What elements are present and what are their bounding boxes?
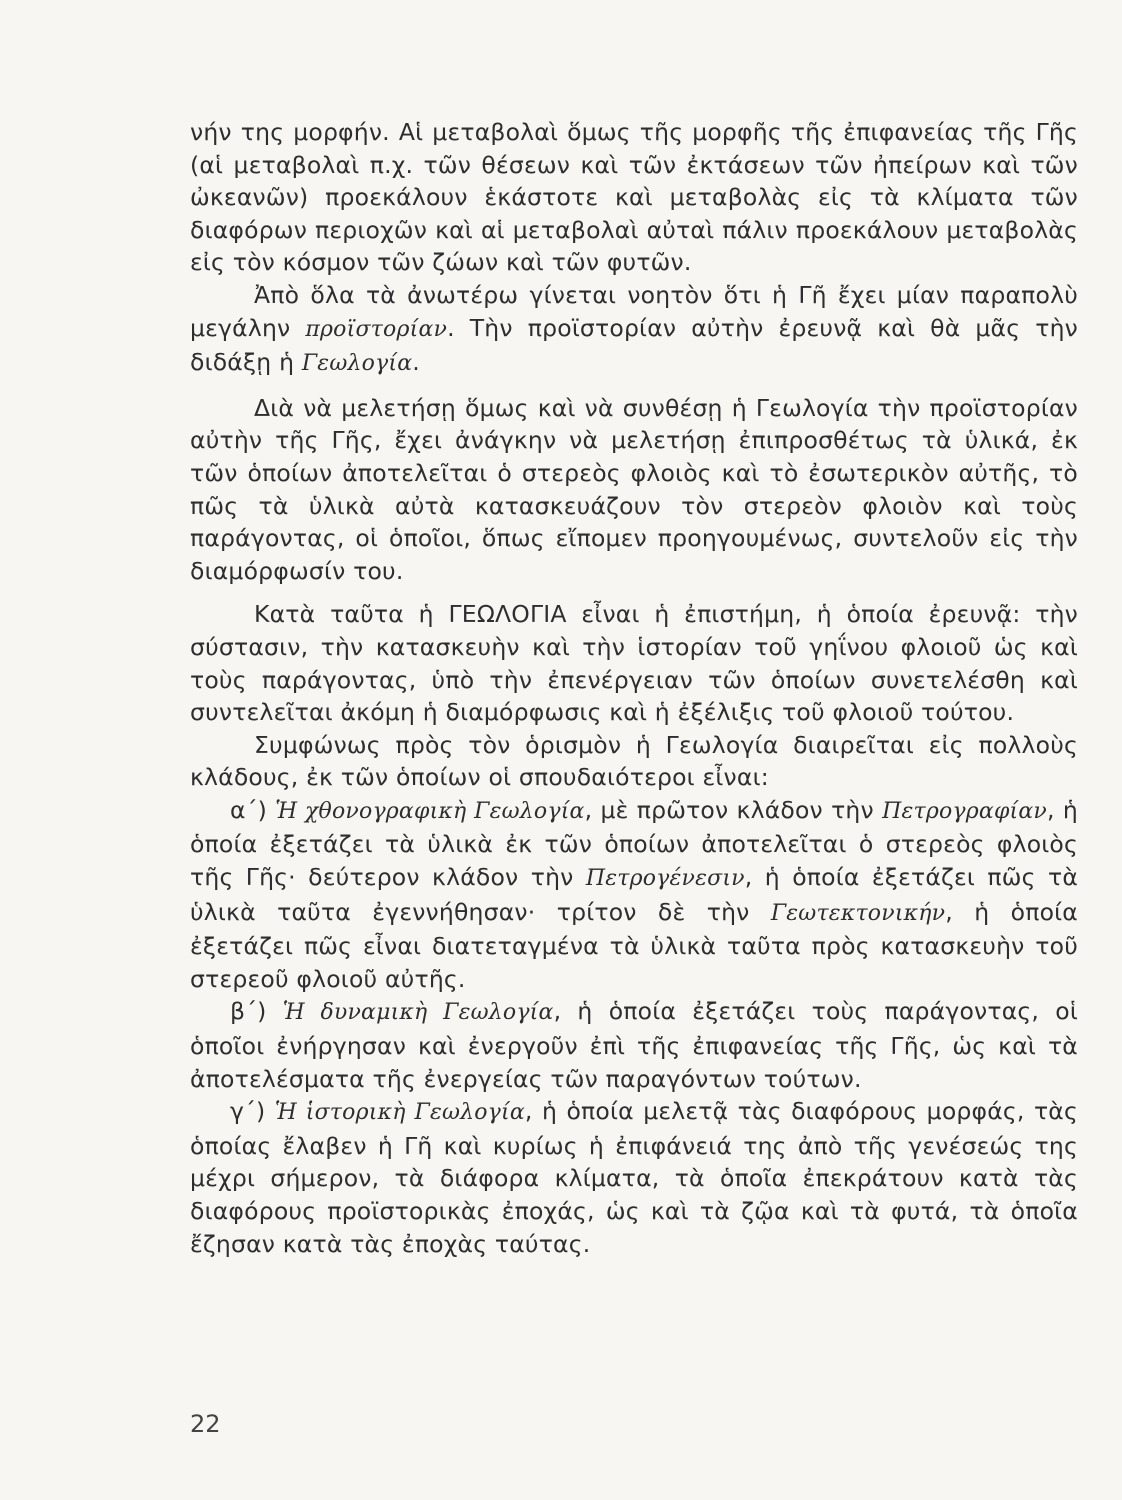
text-run: , μὲ πρῶτον κλάδον τὴν: [584, 795, 883, 824]
paragraph-prehistory: [190, 279, 1078, 381]
text-run: , ἡ ὁποία ἐξετάζει τὰ ὑλικὰ ἐκ τῶν ὁποίων ἀποτελεῖται ὁ στερεὸς φλοιὸς τῆς Γῆς· δεύτερον κλάδον τὴν: [190, 795, 1078, 892]
text-run: .: [412, 348, 420, 377]
text-run: α΄): [230, 795, 276, 824]
text-run: Κατὰ ταῦτα ἡ ΓΕΩΛΟΓΙΑ εἶναι ἡ ἐπιστήμη, ἡ ὁποία ἐρευνᾷ: τὴν σύστασιν, τὴν κατασκευὴν καὶ τὴν ἱστορίαν τοῦ γηΐνου φλοιοῦ ὡς καὶ τοὺς παράγοντας, ὑπὸ τὴν ἐπενέργειαν τῶν ὁποίων συνετελέσθη καὶ συντελεῖται ἀκόμη ἡ διαμόρφωσις καὶ ἡ ἐξέλιξις τοῦ φλοιοῦ τούτου.: [190, 600, 1078, 727]
italic-term: Γεωλογία: [301, 351, 413, 377]
italic-term: Γεωτεκτονικήν: [770, 900, 946, 926]
list-item-dynamic-geology: [190, 995, 1078, 1095]
text-run: , ἡ ὁποία ἐξετάζει πῶς τὰ ὑλικὰ ταῦτα ἐγεννήθησαν· τρίτον δὲ τὴν: [190, 863, 1079, 926]
italic-term: προϊστορίαν: [305, 316, 448, 342]
text-run: νήν της μορφήν. Αἱ μεταβολαὶ ὅμως τῆς μορφῆς τῆς ἐπιφανείας τῆς Γῆς (αἱ μεταβολαὶ π.χ. τῶν θέσεων καὶ τῶν ἐκτάσεων τῶν ἠπείρων καὶ τῶν ὠκεανῶν) προεκάλουν ἑκάστοτε καὶ μεταβολὰς εἰς τὰ κλίματα τῶν διαφόρων περιοχῶν καὶ αἱ μεταβολαὶ αὐταὶ πάλιν προεκάλουν μεταβολὰς εἰς τὸν κόσμον τῶν ζώων καὶ τῶν φυτῶν.: [190, 118, 1078, 277]
text-run: Διὰ νὰ μελετήσῃ ὅμως καὶ νὰ συνθέσῃ ἡ Γεωλογία τὴν προϊστορίαν αὐτὴν τῆς Γῆς, ἔχει ἀνάγκην νὰ μελετήσῃ ἐπιπροσθέτως τὰ ὑλικά, ἐκ τῶν ὁποίων ἀποτελεῖται ὁ στερεὸς φλοιὸς καὶ τὸ ἐσωτερικὸν αὐτῆς, τὸ πῶς τὰ ὑλικὰ αὐτὰ κατασκευάζουν τὸν στερεὸν φλοιὸν καὶ τοὺς παράγοντας, οἱ ὁποῖοι, ὅπως εἴπομεν προηγουμένως, συντελοῦν εἰς τὴν διαμόρφωσίν του.: [190, 393, 1078, 585]
paragraph-continuation: [190, 116, 1078, 279]
paragraph-branches-intro: [190, 729, 1078, 794]
text-run: Συμφώνως πρὸς τὸν ὁρισμὸν ἡ Γεωλογία διαιρεῖται εἰς πολλοὺς κλάδους, ἐκ τῶν ὁποίων οἱ σπουδαιότεροι εἶναι:: [190, 730, 1078, 792]
italic-term: Πετρογένεσιν: [585, 866, 745, 892]
text-run: , ἡ ὁποία ἐξετάζει τοὺς παράγοντας, οἱ ὁποῖοι ἐνήργησαν καὶ ἐνεργοῦν ἐπὶ τῆς ἐπιφανείας τῆς Γῆς, ὡς καὶ τὰ ἀποτελέσματα τῆς ἐνεργείας τῶν παραγόντων τούτων.: [190, 997, 1078, 1093]
page-number: 22: [190, 1410, 221, 1438]
italic-term: Πετρογραφίαν: [882, 798, 1048, 824]
italic-term: Ἡ ἱστορικὴ Γεωλογία: [274, 1100, 525, 1126]
text-run: γ΄): [230, 1097, 275, 1126]
paragraph-study-of-materials: [190, 392, 1078, 588]
text-run: , ἡ ὁποία ἐξετάζει πῶς εἶναι διατεταγμένα τὰ ὑλικὰ ταῦτα πρὸς κατασκευὴν τοῦ στερεοῦ φλοιοῦ αὐτῆς.: [190, 897, 1078, 993]
body-text: [190, 116, 1078, 1260]
text-run: , ἡ ὁποία μελετᾷ τὰς διαφόρους μορφάς, τὰς ὁποίας ἔλαβεν ἡ Γῆ καὶ κυρίως ἡ ἐπιφάνειά της ἀπὸ τῆς γενέσεώς της μέχρι σήμερον, τὰ διάφορα κλίματα, τὰ ὁποῖα ἐπεκράτουν κατὰ τὰς διαφόρους προϊστορικὰς ἐποχάς, ὡς καὶ τὰ ζῷα καὶ τὰ φυτά, τὰ ὁποῖα ἔζησαν κατὰ τὰς ἐποχὰς ταύτας.: [190, 1097, 1078, 1258]
italic-term: Ἡ χθονογραφικὴ Γεωλογία: [275, 798, 585, 824]
paragraph-definition-of-geology: [190, 598, 1078, 728]
text-run: β΄): [230, 997, 283, 1026]
italic-term: Ἡ δυναμικὴ Γεωλογία: [282, 1000, 554, 1026]
list-item-chthonographic-geology: [190, 794, 1078, 996]
list-item-historical-geology: [190, 1095, 1078, 1260]
text-run: Ἀπὸ ὅλα τὰ ἀνωτέρω γίνεται νοητὸν ὅτι ἡ Γῆ ἔχει μίαν παραπολὺ μεγάλην: [190, 280, 1078, 342]
text-run: . Τὴν προϊστορίαν αὐτὴν ἐρευνᾷ καὶ θὰ μᾶς τὴν διδάξῃ ἡ: [190, 313, 1078, 377]
